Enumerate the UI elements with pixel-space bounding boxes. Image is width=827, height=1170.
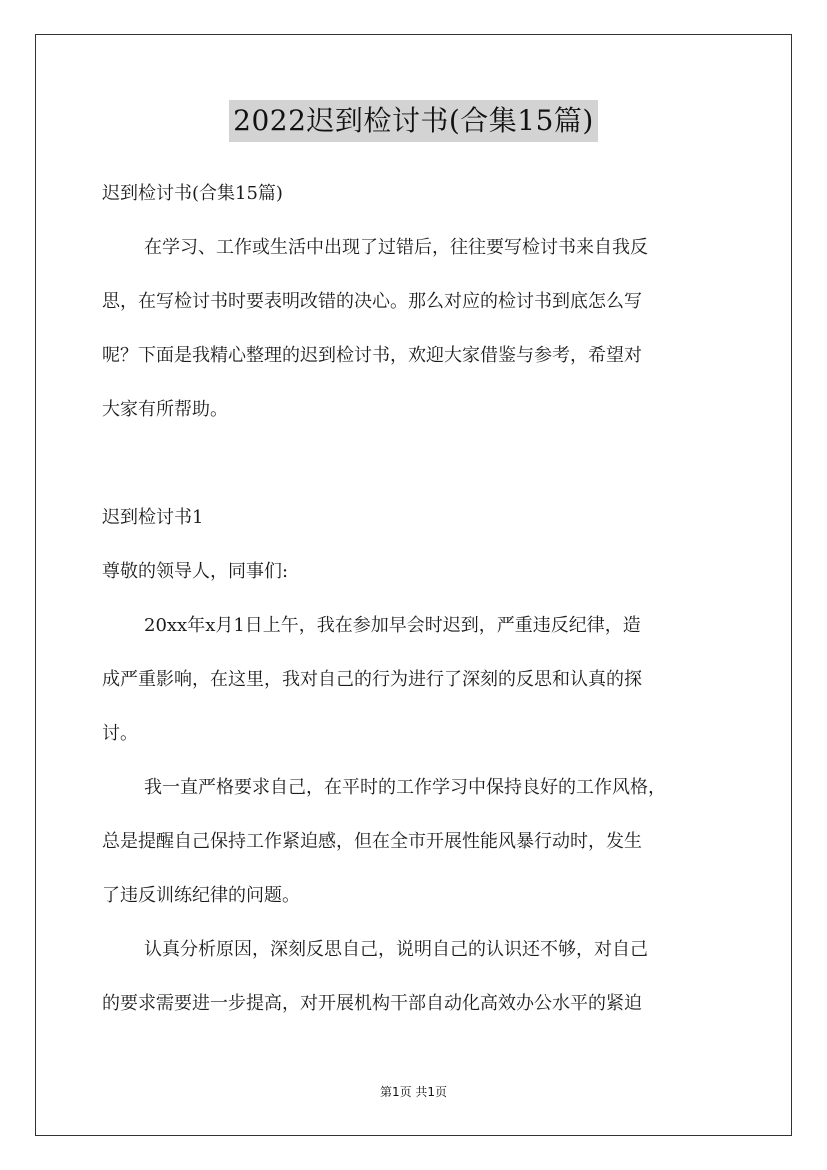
paragraph-line: 总是提醒自己保持工作紧迫感，但在全市开展性能风暴行动时，发生	[102, 831, 642, 852]
paragraph-line: 讨。	[102, 723, 138, 744]
paragraph-line: 成严重影响，在这里，我对自己的行为进行了深刻的反思和认真的探	[102, 669, 642, 690]
intro-line: 在学习、工作或生活中出现了过错后，往往要写检讨书来自我反	[144, 237, 648, 258]
document-title: 2022迟到检讨书(合集15篇)	[229, 100, 598, 142]
paragraph-line: 认真分析原因，深刻反思自己，说明自己的认识还不够，对自己	[144, 939, 648, 960]
paragraph-line: 了违反训练纪律的问题。	[102, 885, 300, 906]
intro-line: 大家有所帮助。	[102, 399, 228, 420]
paragraph-line: 的要求需要进一步提高，对开展机构干部自动化高效办公水平的紧迫	[102, 993, 642, 1014]
page-indicator: 第1页 共1页	[379, 1085, 448, 1099]
document-subtitle: 迟到检讨书(合集15篇)	[102, 183, 283, 204]
title-container	[0, 100, 827, 142]
page-footer	[0, 1083, 827, 1100]
intro-line: 思，在写检讨书时要表明改错的决心。那么对应的检讨书到底怎么写	[102, 291, 642, 312]
paragraph-line: 20xx年x月1日上午，我在参加早会时迟到，严重违反纪律，造	[144, 615, 641, 636]
paragraph-line: 我一直严格要求自己，在平时的工作学习中保持良好的工作风格，	[144, 777, 666, 798]
intro-line: 呢？下面是我精心整理的迟到检讨书，欢迎大家借鉴与参考，希望对	[102, 345, 642, 366]
section-heading: 迟到检讨书1	[102, 507, 204, 528]
salutation: 尊敬的领导人，同事们:	[102, 561, 289, 582]
